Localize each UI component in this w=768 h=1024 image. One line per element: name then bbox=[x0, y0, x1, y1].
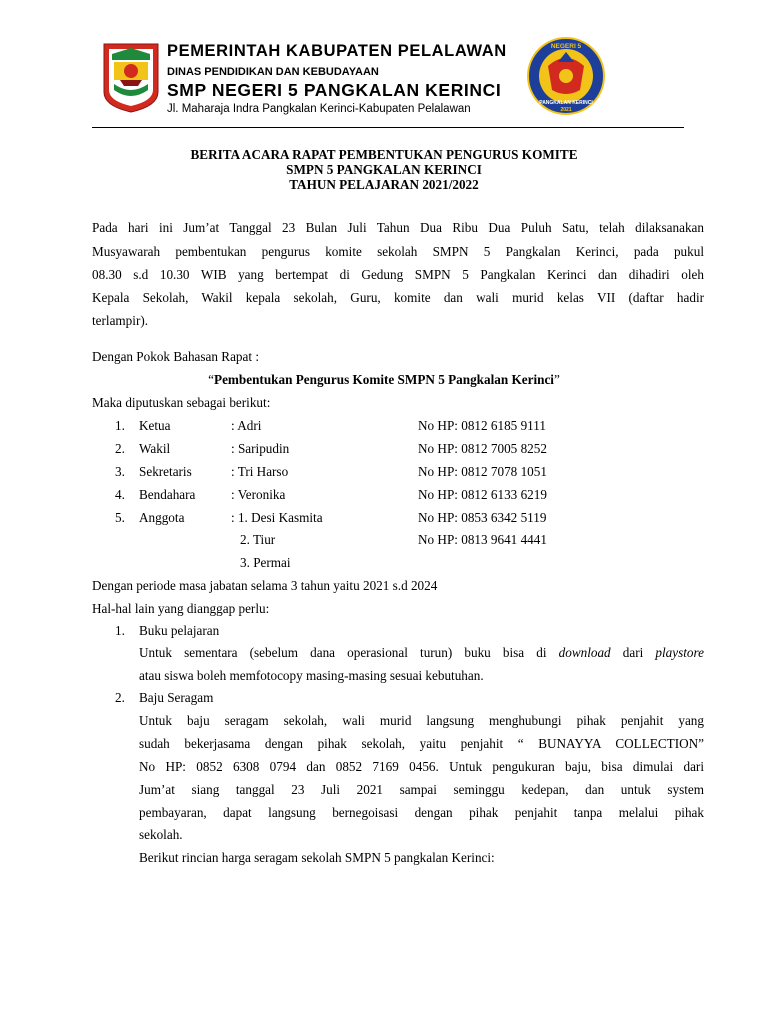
committee-phone: No HP: 0812 7005 8252 bbox=[418, 441, 547, 456]
document-title-line-2: SMPN 5 PANGKALAN KERINCI bbox=[286, 162, 482, 177]
letterhead-department: DINAS PENDIDIKAN DAN KEBUDAYAAN bbox=[167, 66, 379, 78]
other-matters-label: Hal-hal lain yang dianggap perlu: bbox=[92, 601, 270, 616]
intro-line-1: Pada hari ini Jum’at Tanggal 23 Bulan Juli Tahun Dua Ribu Dua Puluh Satu, telah dilaksanakan bbox=[92, 220, 704, 235]
committee-number: 3. bbox=[115, 464, 125, 479]
committee-name: : Veronika bbox=[231, 487, 286, 502]
committee-role: Ketua bbox=[139, 418, 171, 433]
item-books-line-1: Untuk sementara (sebelum dana operasional turun) buku bisa di download dari playstore bbox=[139, 645, 705, 660]
item-uniform-line-2: sudah bekerjasama dengan pihak sekolah, yaitu penjahit “ BUNAYYA COLLECTION” bbox=[139, 736, 704, 751]
agenda-label: Dengan Pokok Bahasan Rapat : bbox=[92, 349, 260, 364]
letterhead-government: PEMERINTAH KABUPATEN PELALAWAN bbox=[167, 42, 507, 60]
member-name: 2. Tiur bbox=[240, 532, 276, 547]
committee-phone: No HP: 0812 7078 1051 bbox=[418, 464, 547, 479]
school-logo bbox=[526, 36, 606, 116]
committee-number: 1. bbox=[115, 418, 125, 433]
term-period: Dengan periode masa jabatan selama 3 tahun yaitu 2021 s.d 2024 bbox=[92, 578, 438, 593]
item-number: 1. bbox=[115, 623, 125, 638]
item-heading-uniform: Baju Seragam bbox=[139, 690, 214, 705]
school-logo-top-text: NEGERI 5 bbox=[550, 43, 582, 50]
letterhead-address: Jl. Maharaja Indra Pangkalan Kerinci-Kabupaten Pelalawan bbox=[167, 103, 471, 115]
item-books-line-2: atau siswa boleh memfotocopy masing-masing sesuai kebutuhan. bbox=[139, 668, 484, 683]
school-logo-year: 2021 bbox=[560, 107, 572, 113]
member-name: 3. Permai bbox=[240, 555, 291, 570]
committee-number: 5. bbox=[115, 510, 125, 525]
pelalawan-regency-logo bbox=[100, 40, 162, 114]
committee-role: Anggota bbox=[139, 510, 185, 525]
item-uniform-line-6: sekolah. bbox=[139, 827, 183, 842]
committee-name: : Saripudin bbox=[231, 441, 290, 456]
agenda-topic: “Pembentukan Pengurus Komite SMPN 5 Pangkalan Kerinci” bbox=[208, 372, 560, 387]
item-uniform-line-7: Berikut rincian harga seragam sekolah SMPN 5 pangkalan Kerinci: bbox=[139, 850, 495, 865]
committee-role: Bendahara bbox=[139, 487, 196, 502]
committee-number: 2. bbox=[115, 441, 125, 456]
committee-number: 4. bbox=[115, 487, 125, 502]
letterhead-school-name: SMP NEGERI 5 PANGKALAN KERINCI bbox=[167, 80, 502, 100]
committee-role: Sekretaris bbox=[139, 464, 192, 479]
document-title-line-1: BERITA ACARA RAPAT PEMBENTUKAN PENGURUS KOMITE bbox=[190, 147, 578, 162]
item-uniform-line-3: No HP: 0852 6308 0794 dan 0852 7169 0456. Untuk pengukuran baju, bisa dimulai dari bbox=[139, 759, 704, 774]
item-uniform-line-1: Untuk baju seragam sekolah, wali murid langsung menghubungi pihak penjahit yang bbox=[139, 713, 704, 728]
committee-role: Wakil bbox=[139, 441, 171, 456]
intro-line-3: 08.30 s.d 10.30 WIB yang bertempat di Gedung SMPN 5 Pangkalan Kerinci dan dihadiri oleh bbox=[92, 267, 704, 282]
committee-phone: No HP: 0812 6133 6219 bbox=[418, 487, 547, 502]
intro-line-2: Musyawarah pembentukan pengurus komite sekolah SMPN 5 Pangkalan Kerinci, pada pukul bbox=[92, 244, 704, 259]
agenda-topic-text: Pembentukan Pengurus Komite SMPN 5 Pangkalan Kerinci bbox=[214, 372, 554, 387]
committee-name: : Adri bbox=[231, 418, 262, 433]
item-uniform-line-5: pembayaran, dapat langsung bernegoisasi dengan pihak penjahit tanpa melalui pihak bbox=[139, 805, 704, 820]
item-heading-books: Buku pelajaran bbox=[139, 623, 220, 638]
decision-label: Maka diputuskan sebagai berikut: bbox=[92, 395, 271, 410]
intro-line-4: Kepala Sekolah, Wakil kepala sekolah, Guru, komite dan wali murid kelas VII (daftar hadir bbox=[92, 290, 704, 305]
item-number: 2. bbox=[115, 690, 125, 705]
committee-name: : Tri Harso bbox=[231, 464, 289, 479]
letterhead-divider bbox=[92, 127, 684, 128]
committee-name: : 1. Desi Kasmita bbox=[231, 510, 323, 525]
document-title-line-3: TAHUN PELAJARAN 2021/2022 bbox=[289, 177, 479, 192]
committee-phone: No HP: 0853 6342 5119 bbox=[418, 510, 547, 525]
intro-line-5: terlampir). bbox=[92, 313, 149, 328]
committee-phone: No HP: 0812 6185 9111 bbox=[418, 418, 546, 433]
school-logo-bottom-text: PANGKALAN KERINCI bbox=[539, 100, 593, 106]
item-uniform-line-4: Jum’at siang tanggal 23 Juli 2021 sampai seminggu kedepan, dan untuk system bbox=[139, 782, 704, 797]
member-phone: No HP: 0813 9641 4441 bbox=[418, 532, 547, 547]
